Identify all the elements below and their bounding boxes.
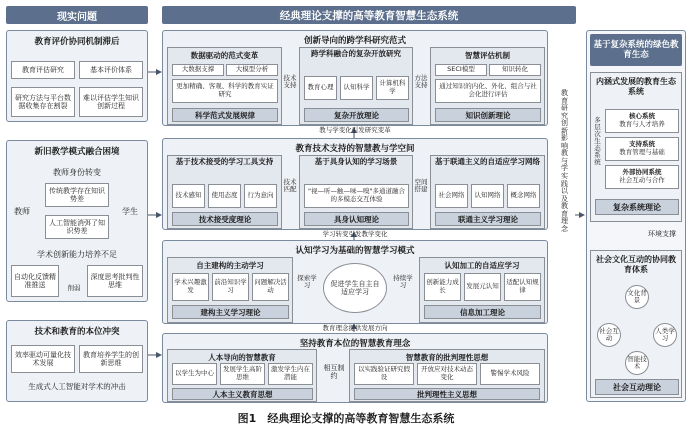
node-social: 社会互动	[597, 323, 621, 347]
theory-label: 科学范式发展规律	[172, 108, 278, 122]
student-label: 学生	[122, 207, 138, 216]
left-header: 现实问题	[6, 6, 148, 24]
card-tech-acceptance	[167, 155, 282, 229]
theory-label: 复杂系统理论	[595, 199, 679, 215]
system-name: 外部协同系统	[622, 168, 662, 177]
card-title: 基于具身认知的学习场景	[314, 157, 398, 166]
card-interdisciplinary	[299, 47, 413, 125]
problem-panel-conflict	[6, 320, 148, 402]
arrow-label: 方法支持	[414, 74, 428, 90]
mutual-constraint-label: 相互制约	[323, 364, 345, 381]
bottom-label: 生成式人工智能对学术的冲击	[28, 382, 126, 391]
panel-title: 技术和教育的本位冲突	[34, 327, 120, 337]
sub-title: 教师身份转变	[53, 168, 101, 177]
arrow-label: 空间搭建	[414, 178, 428, 194]
item-box: 技术感知	[172, 184, 205, 208]
system-desc: 社会互动与合作	[619, 176, 665, 184]
card-title: 数据驱动的范式变革	[190, 51, 259, 60]
desc-box: "视—听—触—味—嗅"多通道融合的多模态交互体验	[304, 184, 409, 208]
vertical-link-label: 教育研究创新影响教与学实践以及教育理念	[561, 89, 568, 233]
theory-label: 联通主义学习理论	[435, 212, 541, 226]
node-learning: 人类学习	[653, 323, 677, 347]
card-title: 人本导向的智慧教育	[208, 353, 276, 362]
theory-label: 技术接受度理论	[172, 212, 278, 226]
item-box: 问题解决活动	[252, 273, 289, 301]
flow-label: 学习转变引发教学变化	[322, 230, 388, 238]
theory-label: 批判理性主义思想	[354, 388, 540, 400]
flow-label: 教与学变化引发研究变革	[319, 126, 391, 134]
item-box: 发展学生高阶思维	[220, 363, 265, 385]
teacher-label: 教师	[14, 207, 30, 216]
card-humanistic	[167, 349, 317, 402]
item-box: 难以评估学生知识创新过程	[79, 87, 143, 117]
card-constructivist	[167, 257, 293, 323]
item-box: 发展元认知	[464, 273, 501, 301]
item-box: 以学生为中心	[172, 363, 217, 385]
item-box: 行为意向	[244, 184, 277, 208]
item-box: 以实践验证研究假设	[354, 363, 414, 385]
card-title: 智慧评估机制	[465, 51, 510, 60]
item-box: 效率驱动可量化技术发展	[11, 345, 75, 373]
item-box: 激发学生内在潜能	[268, 363, 313, 385]
card-information-processing	[419, 257, 545, 323]
side-label: 多层次生态系统	[594, 116, 601, 167]
panel-title: 新旧教学模式融合困境	[34, 147, 120, 157]
item-box: 认知科学	[340, 76, 373, 100]
theory-label: 社会互动理论	[595, 379, 679, 395]
external-system	[605, 165, 679, 189]
center-header: 经典理论支撑的高等教育智慧生态系统	[162, 6, 576, 24]
section-title: 坚持教育本位的智慧教育理念	[299, 339, 411, 349]
cut-label: 削弱	[67, 284, 81, 292]
item-box: 传统教学存在知识势差	[45, 183, 109, 207]
section-philosophy	[162, 333, 548, 403]
card-data-driven	[167, 47, 282, 125]
item-box: 教育培养学生的创新思维	[79, 345, 143, 373]
arrow-label: 技术匹配	[283, 178, 297, 194]
item-box: 深度思考批判性思维	[87, 265, 143, 297]
arrow-label: 探索学习	[297, 274, 317, 290]
item-box: 警惕学术风险	[480, 363, 540, 385]
theory-label: 建构主义学习理论	[172, 305, 289, 319]
item-box: 开放应对技术动态变化	[417, 363, 477, 385]
problem-panel-teaching	[6, 140, 148, 302]
item-box: 基本评价体系	[79, 61, 143, 79]
theory-label: 知识创新理论	[435, 108, 541, 122]
theory-label: 复杂开放理论	[304, 108, 409, 122]
support-system	[605, 137, 679, 161]
item-box: 研究方法与平台数据收集存在割裂	[11, 87, 75, 117]
card-evaluation	[430, 47, 545, 125]
item-box: SECI模型	[435, 64, 487, 76]
item-box: 学术兴趣激发	[172, 273, 209, 301]
item-box: 大模型分析	[226, 64, 278, 76]
item-box: 社会网络	[435, 184, 468, 208]
card-title: 认知加工的自适应学习	[444, 261, 520, 270]
card-title: 社会文化互动的协同教育体系	[596, 255, 676, 274]
center-ellipse: 促进学生自主自适应学习	[323, 263, 387, 313]
env-support-label: 环境支撑	[648, 230, 676, 238]
card-connectivism	[430, 155, 545, 229]
sub-title: 学术创新能力培养不足	[37, 250, 117, 259]
node-culture: 文化背景	[625, 285, 649, 309]
section-space	[162, 138, 548, 230]
system-name: 支持系统	[629, 140, 655, 149]
item-box: 计算机科学	[376, 76, 409, 100]
panel-title: 教育评价协同机制滞后	[34, 37, 120, 47]
system-desc: 教育管理与基础	[619, 148, 665, 156]
theory-label: 人本主义教育思想	[172, 388, 313, 400]
right-header: 基于复杂系统的绿色教育生态	[590, 34, 682, 66]
item-box: 创新能力成长	[424, 273, 461, 301]
section-title: 认知学习为基础的智慧学习模式	[295, 246, 415, 256]
flow-label: 教育理念提供发展方向	[322, 324, 388, 332]
arrow-label: 持续学习	[393, 274, 413, 290]
item-box: 人工智能消弭了知识势差	[45, 215, 109, 239]
card-title: 自主建构的主动学习	[196, 261, 264, 270]
item-box: 使用态度	[208, 184, 241, 208]
node-technology: 智能技术	[625, 351, 649, 375]
item-box: 知识转化	[489, 64, 541, 76]
system-desc: 教育与人才培养	[619, 120, 665, 128]
ecosystem-box	[590, 72, 682, 222]
card-title: 基于技术接受的学习工具支持	[175, 157, 274, 166]
item-box: 认知网络	[471, 184, 504, 208]
section-learning	[162, 240, 548, 324]
section-title: 创新导向的跨学科研究范式	[303, 36, 406, 46]
problem-panel-evaluation	[6, 30, 148, 122]
figure-caption: 图1 经典理论支撑的高等教育智慧生态系统	[237, 412, 455, 425]
card-title: 跨学科融合的复杂开放研究	[311, 49, 401, 58]
item-box: 教育心理	[304, 76, 337, 100]
system-name: 核心系统	[629, 112, 655, 121]
item-box: 适配认知规律	[504, 273, 541, 301]
card-title: 基于联通主义的自适应学习网络	[435, 157, 540, 166]
section-title: 教育技术支持的智慧教与学空间	[295, 144, 415, 154]
desc-box: 更加精确、客观、科学的教育实证研究	[172, 79, 278, 103]
item-box: 前沿知识学习	[212, 273, 249, 301]
theory-label: 信息加工理论	[424, 305, 541, 319]
core-system	[605, 109, 679, 133]
card-embodied	[299, 155, 413, 229]
card-title: 内涵式发展的教育生态系统	[596, 77, 676, 96]
section-research	[162, 30, 548, 126]
item-box: 教育评估研究	[11, 61, 75, 79]
card-title: 智慧教育的批判理性思想	[405, 353, 489, 362]
card-critical	[349, 349, 545, 402]
arrow-label: 技术支持	[283, 74, 297, 90]
item-box: 大数据支撑	[172, 64, 224, 76]
item-box: 概念网络	[507, 184, 540, 208]
social-system-box	[590, 250, 682, 398]
desc-box: 通过知识的内化、外化、组合与社会化进行评估	[435, 79, 541, 103]
item-box: 自动化反馈精准推送	[11, 265, 59, 297]
theory-label: 具身认知理论	[304, 212, 409, 226]
